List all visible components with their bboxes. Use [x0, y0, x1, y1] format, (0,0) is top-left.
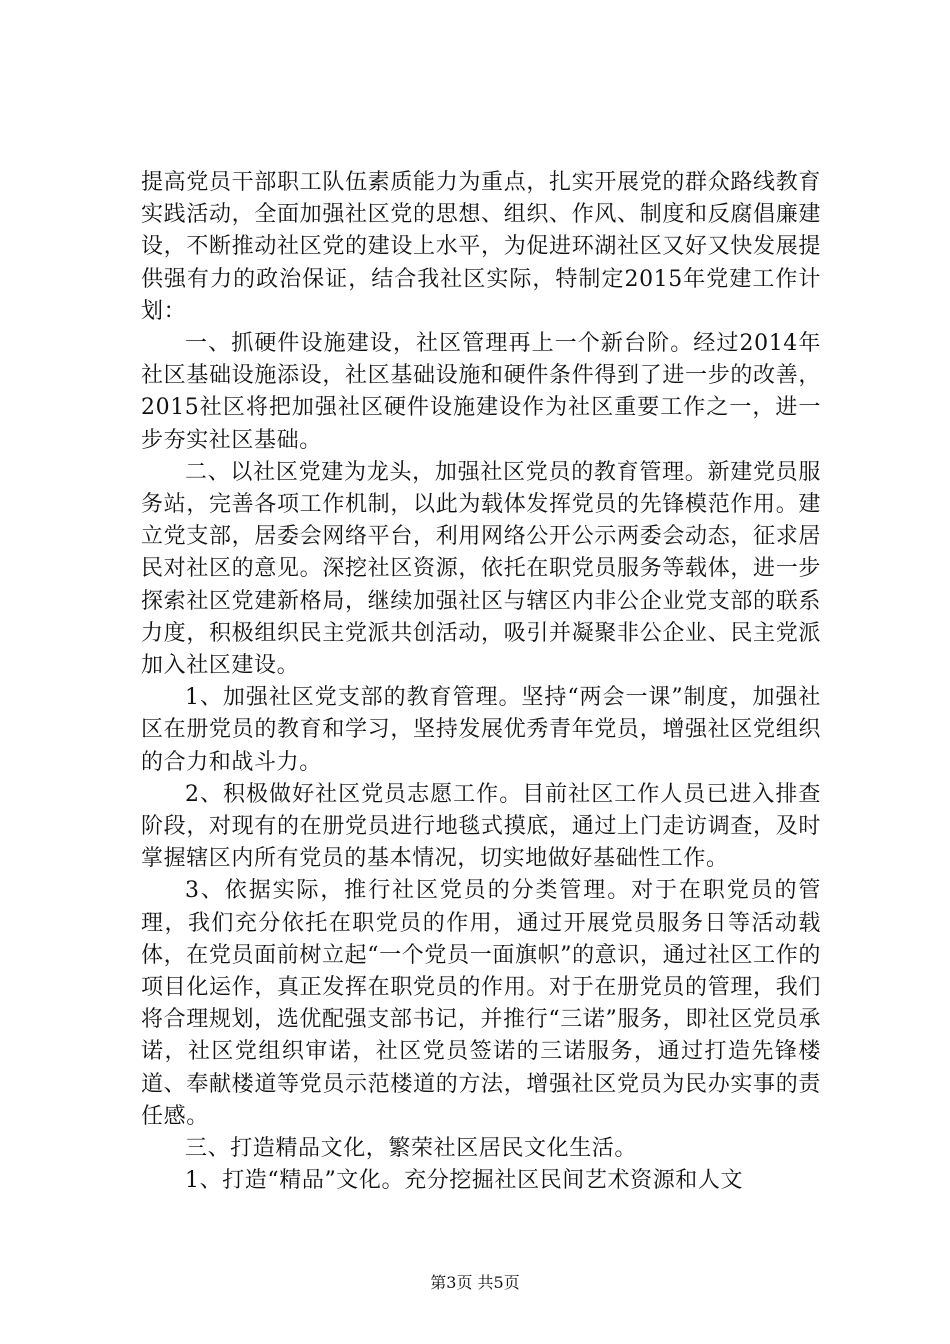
paragraph-intro-continued: 提高党员干部职工队伍素质能力为重点，扎实开展党的群众路线教育实践活动，全面加强社区党的思想、组织、作风、制度和反腐倡廉建设，不断推动社区党的建设上水平，为促进环湖社区又好又快发展提供强有力的政治保证，结合我社区实际，特制定2015年党建工作计划：: [141, 170, 821, 324]
document-body: [141, 167, 821, 1198]
paragraph-section-3: 三、打造精品文化，繁荣社区居民文化生活。: [185, 1136, 638, 1162]
paragraph-item-2-1: 1、加强社区党支部的教育管理。坚持“两会一课”制度，加强社区在册党员的教育和学习，坚持发展优秀青年党员，增强社区党组织的合力和战斗力。: [141, 685, 821, 775]
paragraph-item-2-2: 2、积极做好社区党员志愿工作。目前社区工作人员已进入排查阶段，对现有的在册党员进行地毯式摸底，通过上门走访调查，及时掌握辖区内所有党员的基本情况，切实地做好基础性工作。: [141, 781, 821, 872]
page-number-label: 第3页 共5页: [430, 1273, 520, 1292]
paragraph-item-3-1: 1、打造“精品”文化。充分挖掘社区民间艺术资源和人文: [185, 1168, 744, 1194]
paragraph-section-2: 二、以社区党建为龙头，加强社区党员的教育管理。新建党员服务站，完善各项工作机制，以此为载体发挥党员的先锋模范作用。建立党支部，居委会网络平台，利用网络公开公示两委会动态，征求居民对社区的意见。深挖社区资源，依托在职党员服务等载体，进一步探索社区党建新格局，继续加强社区与辖区内非公企业党支部的联系力度，积极组织民主党派共创活动，吸引并凝聚非公企业、民主党派加入社区建设。: [141, 459, 821, 679]
paragraph-section-1: 一、抓硬件设施建设，社区管理再上一个新台阶。经过2014年社区基础设施添设，社区基础设施和硬件条件得到了进一步的改善，2015社区将把加强社区硬件设施建设作为社区重要工作之一，进一步夯实社区基础。: [141, 331, 821, 453]
paragraph-item-2-3: 3、依据实际，推行社区党员的分类管理。对于在职党员的管理，我们充分依托在职党员的作用，通过开展党员服务日等活动载体，在党员面前树立起“一个党员一面旗帜”的意识，通过社区工作的项目化运作，真正发挥在职党员的作用。对于在册党员的管理，我们将合理规划，选优配强支部书记，并推行“三诺”服务，即社区党员承诺，社区党组织审诺，社区党员签诺的三诺服务，通过打造先锋楼道、奉献楼道等党员示范楼道的方法，增强社区党员为民办实事的责任感。: [141, 878, 821, 1129]
page-footer: [0, 1270, 950, 1293]
